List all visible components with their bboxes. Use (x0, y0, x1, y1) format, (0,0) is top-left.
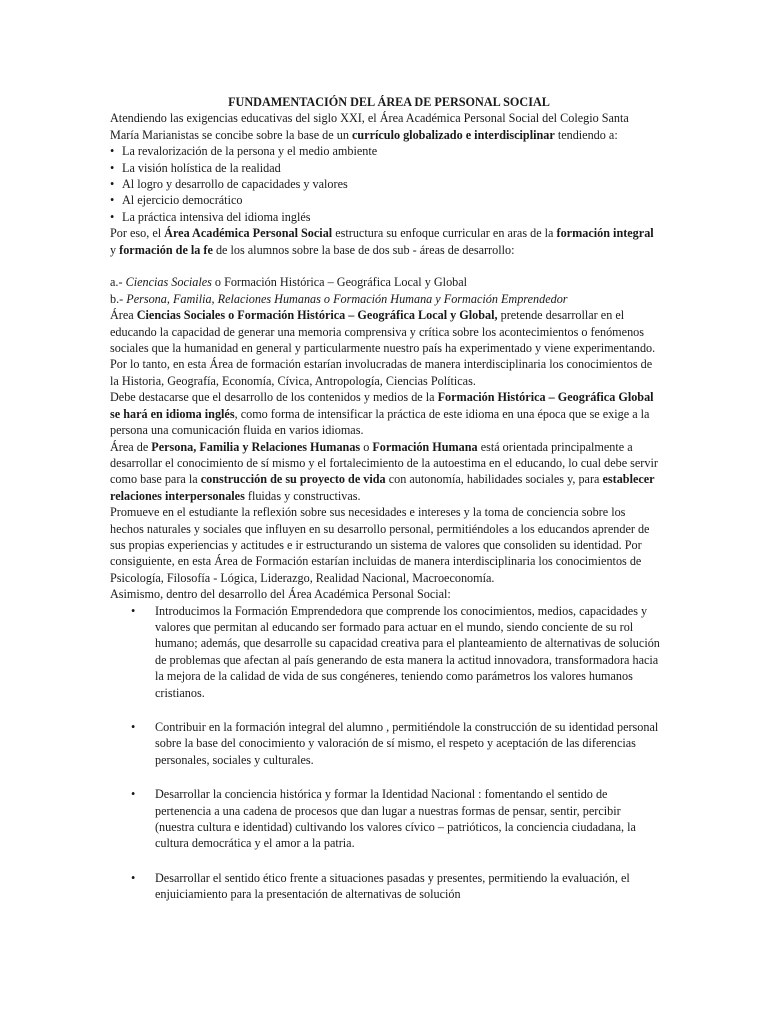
text-run: o Formación Histórica – Geográfica Local y Global (211, 275, 468, 290)
aims-list (110, 143, 660, 225)
goal-text: Introducimos la Formación Emprendedora que comprende los conocimientos, medios, capacidades y valores que permitan al educando ser formado para actuar en el mundo, siendo conciente de su rol humano; además, que desarrolle su capacidad creativa para el planteamiento de alternativas de solución de problemas que afectan al país generando de esta manera la actitud innovadora, transformadora hacia la mejora de la calidad de vida de sus congéneres, teniendo como parámetros los valores humanos cristianos. (155, 603, 660, 700)
text-run: , como forma de intensificar la práctica de este idioma en una época que se exige a la persona una comunicación fluida en varios idiomas. (110, 406, 650, 438)
text-run: Por eso, el (110, 226, 165, 241)
text-run: a.- (110, 275, 126, 290)
bullet-glyph: • (131, 603, 136, 618)
text-run: o (360, 439, 373, 454)
intro-text-2: tendiendo a: (554, 127, 618, 142)
list-item (110, 719, 660, 768)
text-run: de los alumnos sobre la base de dos sub - áreas de desarrollo: (212, 242, 515, 257)
promueve-paragraph: Promueve en el estudiante la reflexión sobre sus necesidades e intereses y la toma de conciencia sobre los hechos naturales y sociales que influyen en su desarrollo personal, permitiéndoles a los educandos aprender de sus propias experiencias y actitudes e ir estructurando un sistema de valores que consoliden su identidad. Por consiguiente, en esta Área de Formación estarían incluidas de manera interdisciplinaria los conocimientos de Psicología, Filosofía - Lógica, Liderazgo, Realidad Nacional, Macroeconomía. (110, 505, 650, 585)
bold-run: construcción de su proyecto de vida (200, 472, 386, 487)
list-item (110, 870, 660, 903)
bold-run: formación de la fe (119, 242, 213, 257)
bullet-glyph: • (131, 870, 136, 885)
list-item (110, 603, 660, 701)
area-persona-familia-paragraph (110, 439, 660, 505)
text-run: Debe destacarse que el desarrollo de los contenidos y medios de la (110, 390, 438, 405)
italic-run: Persona, Familia, Relaciones Humanas o Formación Humana y Formación Emprendedor (126, 291, 568, 306)
subarea-a (110, 274, 660, 290)
bullet-glyph: • (131, 787, 136, 802)
text-run: fluidas y constructivas. (244, 488, 361, 503)
asimismo-paragraph: Asimismo, dentro del desarrollo del Área Académica Personal Social: (110, 587, 451, 602)
bold-run: Ciencias Sociales o Formación Histórica – Geográfica Local y Global, (136, 308, 498, 323)
goal-text: Desarrollar la conciencia histórica y formar la Identidad Nacional : fomentando el sentido de pertenencia a una cadena de procesos que dan lugar a nuestras formas de pensar, sentir, percibir (nuestra cultura e identidad) cultivando los valores cívico – patrióticos, la conciencia ciudadana, la cultura democrática y el amor a la patria. (155, 787, 636, 851)
list-item (110, 786, 660, 852)
text-run: Área (110, 308, 137, 323)
bold-run: Área Académica Personal Social (164, 226, 333, 241)
intro-bold-1: currículo globalizado e interdisciplinar (351, 127, 555, 142)
bold-run: Persona, Familia y Relaciones Humanas (151, 439, 361, 454)
text-run: con autonomía, habilidades sociales y, para (385, 472, 603, 487)
text-run: Área de (110, 439, 152, 454)
intro-text-1: Atendiendo las exigencias educativas del siglo XXI, el Área Académica Personal Social del Colegio Santa María Marianistas se concibe sobre la base de un (110, 111, 629, 142)
bullet-glyph: • (131, 720, 136, 735)
bold-run: formación integral (556, 226, 654, 241)
bold-run: Formación Humana (372, 439, 478, 454)
document-page (110, 94, 660, 921)
text-run: pretende desarrollar en el educando la capacidad de generar una memoria comprensiva y crítica sobre los acontecimientos o fenómenos sociales que la humanidad en general y particularmente nuestro país ha experimentado y viene experimentando. (110, 308, 656, 356)
document-title: FUNDAMENTACIÓN DEL ÁREA DE PERSONAL SOCIAL (228, 95, 550, 109)
list-item: • La práctica intensiva del idioma inglés (110, 209, 660, 225)
goals-list (110, 603, 660, 903)
debe-destacarse-paragraph (110, 389, 660, 438)
intro-paragraph (110, 110, 660, 143)
goal-text: Contribuir en la formación integral del alumno , permitiéndole la construcción de su identidad personal sobre la base del conocimiento y valoración de sí mismo, el respeto y aceptación de las diferencias personales, sociales y culturales. (155, 720, 659, 767)
bold-run: establecer relaciones interpersonales (110, 472, 655, 503)
area-ciencias-sociales-paragraph (110, 307, 660, 356)
list-item: • Al ejercicio democrático (110, 192, 660, 208)
por-eso-paragraph (110, 225, 660, 258)
text-run: y (110, 242, 120, 257)
list-item: • La visión holística de la realidad (110, 160, 660, 176)
list-item: • Al logro y desarrollo de capacidades y valores (110, 176, 660, 192)
bold-run: Formación Histórica – Geográfica Global se hará en idioma inglés (110, 390, 654, 421)
italic-run: Ciencias Sociales (125, 275, 212, 290)
text-run: está orientada principalmente a desarrollar el conocimiento de sí mismo y el fortalecimiento de la autoestima en el educando, lo cual debe servir como base para la (110, 439, 658, 487)
text-run: estructura su enfoque curricular en aras de la (332, 226, 557, 241)
text-run: b.- (110, 291, 127, 306)
blank-line (110, 258, 660, 274)
list-item: • La revalorización de la persona y el medio ambiente (110, 143, 660, 159)
goal-text: Desarrollar el sentido ético frente a situaciones pasadas y presentes, permitiendo la evaluación, el enjuiciamiento para la presentación de alternativas de solución (155, 870, 630, 902)
por-lo-tanto-paragraph: Por lo tanto, en esta Área de formación estarían involucradas de manera interdisciplinaria los conocimientos de la Historia, Geografía, Economía, Cívica, Antropología, Ciencias Políticas. (110, 357, 653, 388)
subarea-b (110, 291, 660, 307)
